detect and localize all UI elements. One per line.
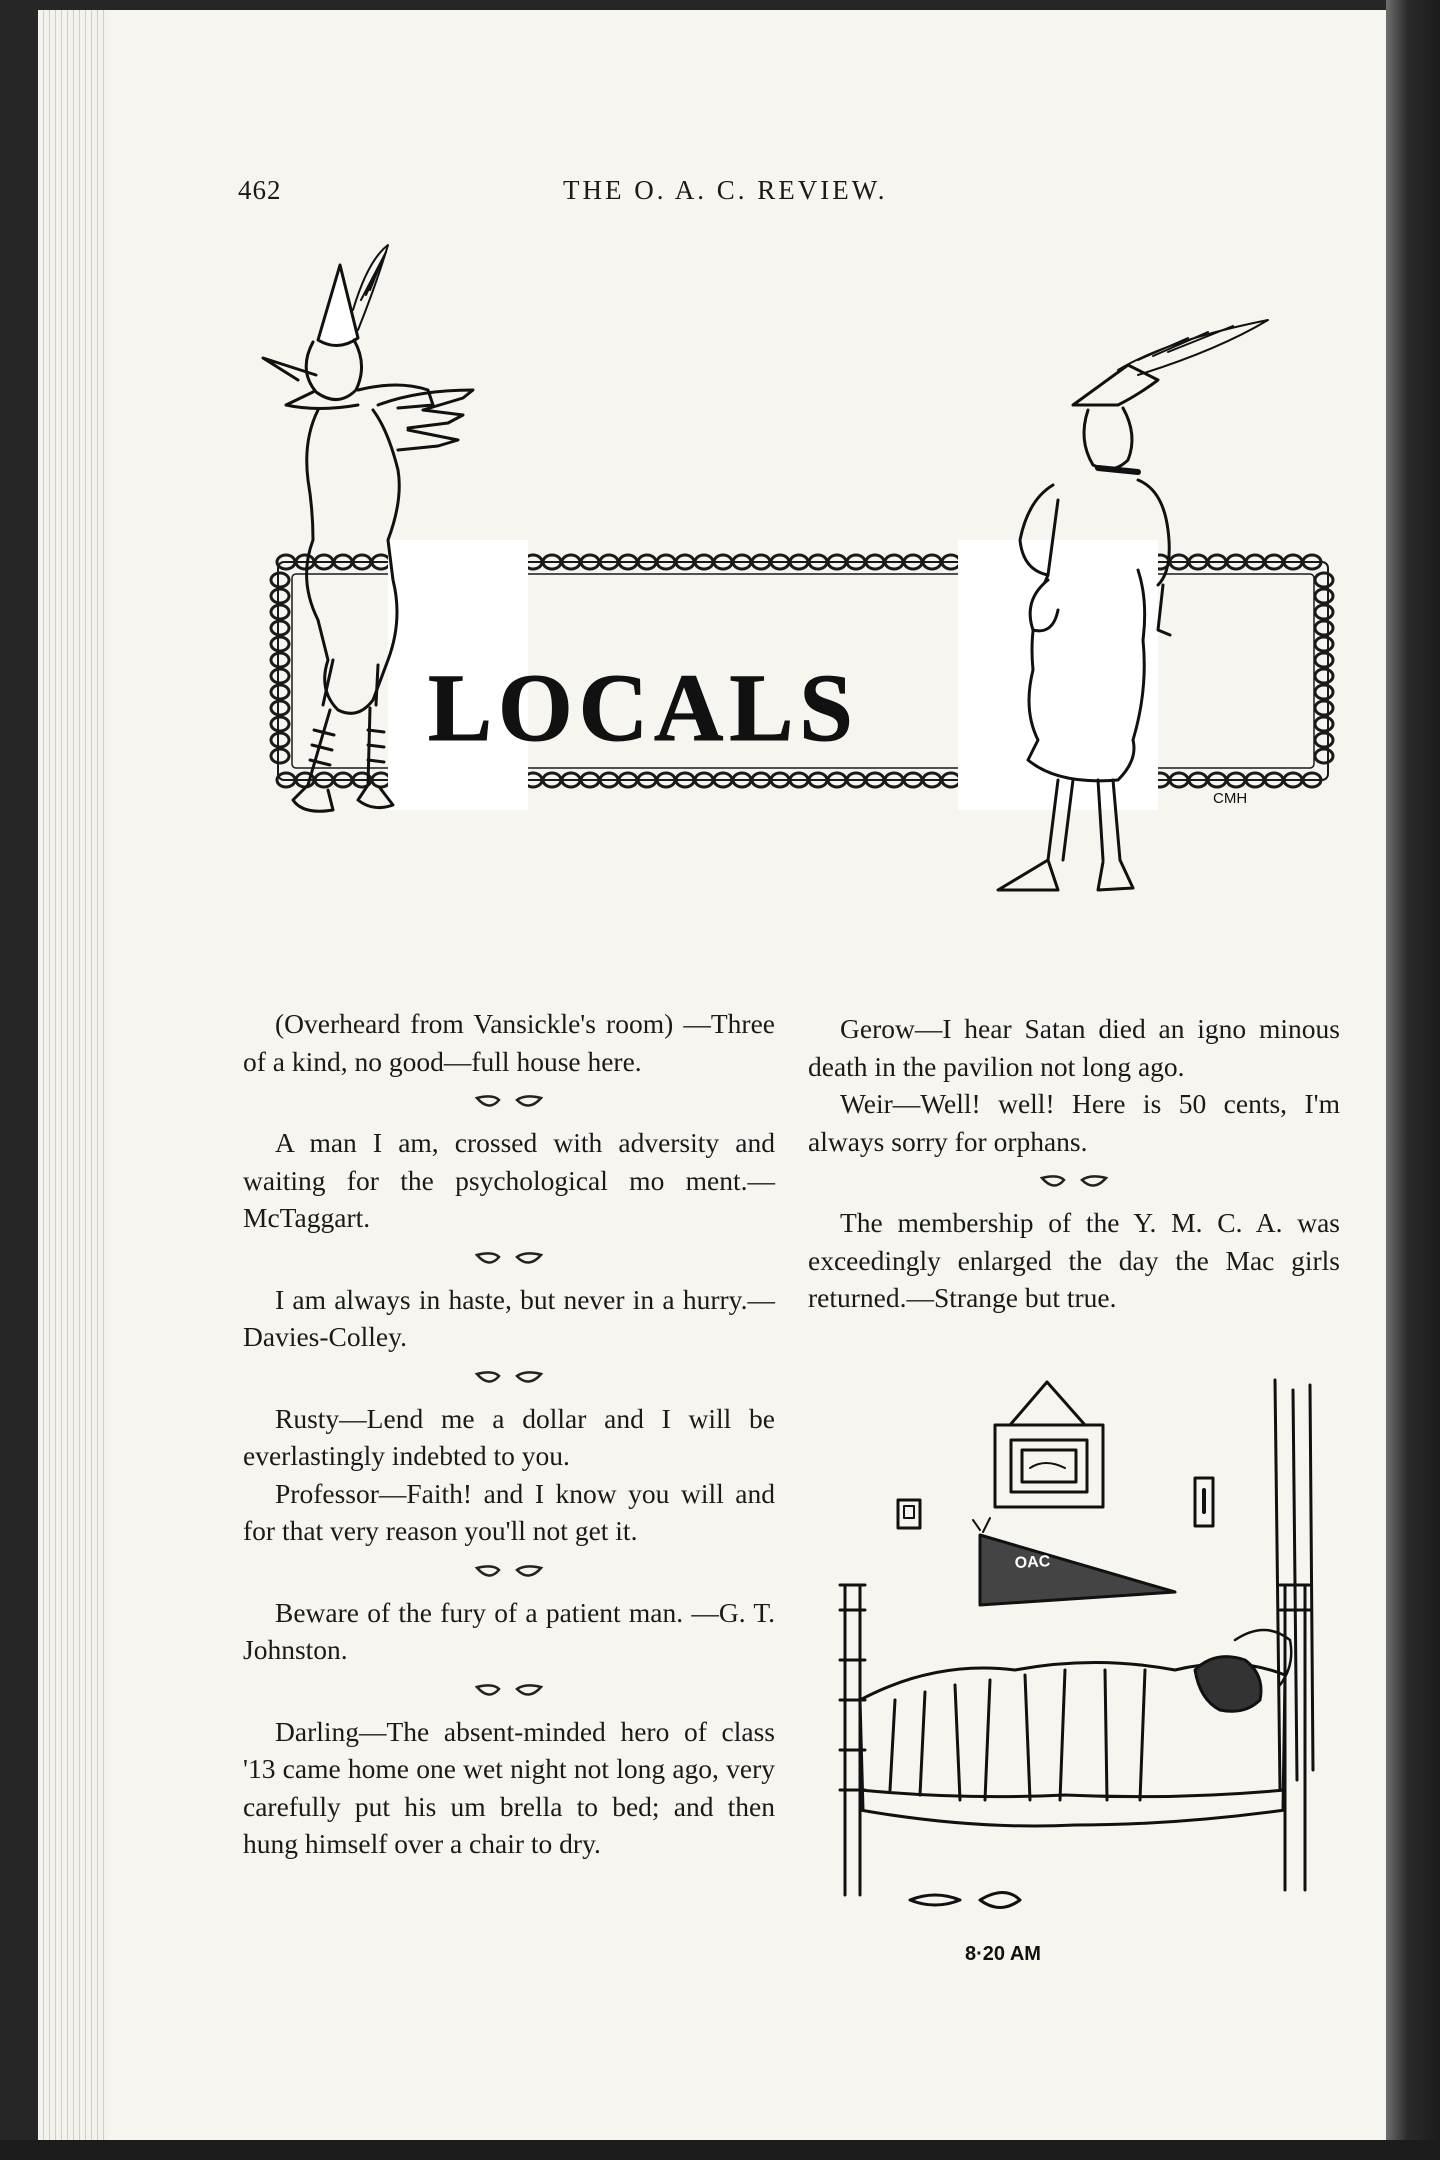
item-davies-colley: I am always in haste, but never in a hurry.—Davies-Colley.	[243, 1283, 775, 1352]
bedroom-illustration	[815, 1370, 1345, 1970]
frame-bead	[271, 749, 289, 763]
running-head: THE O. A. C. REVIEW.	[563, 175, 888, 205]
frame-bead	[271, 685, 289, 699]
frame-bead	[1315, 733, 1333, 747]
frame-bead	[1315, 573, 1333, 587]
ornament-divider	[243, 1558, 775, 1588]
frame-bead	[1315, 749, 1333, 763]
item-ymca: The membership of the Y. M. C. A. was exceedingly enlarged the day the Mac girls returned.—Strange but true.	[808, 1207, 1340, 1313]
item-rusty: Rusty—Lend me a dollar and I will be everlastingly indebted to you.	[243, 1402, 775, 1471]
frame-bead	[271, 589, 289, 603]
page-edges	[38, 10, 108, 2140]
banner-title: LOCALS	[428, 654, 859, 761]
frame-bead	[1315, 605, 1333, 619]
item-weir: Weir—Well! well! Here is 50 cents, I'm always sorry for orphans.	[808, 1088, 1340, 1157]
frame-bead	[271, 573, 289, 587]
page-number: 462	[238, 175, 282, 205]
frame-bead	[271, 701, 289, 715]
frame-bead	[1315, 653, 1333, 667]
ornament-divider	[243, 1088, 775, 1118]
frame-bead	[1315, 685, 1333, 699]
item-vansickle: (Overheard from Vansickle's room) —Three of a kind, no good—full house here.	[243, 1008, 775, 1077]
frame-bead	[1315, 637, 1333, 651]
ornament-divider	[243, 1677, 775, 1707]
frame-bead	[1315, 701, 1333, 715]
locals-banner-illustration	[258, 240, 1348, 1000]
frame-bead	[1315, 669, 1333, 683]
page-header	[238, 175, 1343, 215]
item-mctaggart: A man I am, crossed with adversity and waiting for the psychological mo ment.—McTaggart.	[243, 1127, 775, 1233]
left-column	[243, 1005, 775, 1863]
ornament-divider	[243, 1364, 775, 1394]
frame-bead	[271, 717, 289, 731]
frame-bead	[271, 733, 289, 747]
frame-bead	[1315, 621, 1333, 635]
frame-bead	[1315, 717, 1333, 731]
item-gerow: Gerow—I hear Satan died an igno minous death in the pavilion not long ago.	[808, 1013, 1340, 1082]
ornament-divider	[808, 1168, 1340, 1198]
frame-bead	[271, 605, 289, 619]
pennant-text: OAC	[1014, 1553, 1051, 1572]
item-johnston: Beware of the fury of a patient man. —G. T. Johnston.	[243, 1596, 775, 1665]
artist-signature: CMH	[1213, 790, 1248, 807]
scan-bottom-edge	[0, 2140, 1440, 2160]
frame-bead	[271, 653, 289, 667]
time-caption: 8·20 AM	[965, 1943, 1041, 1965]
item-darling: Darling—The absent-minded hero of class '13 came home one wet night not long ago, very carefully put his um brella to bed; and then hung himself over a chair to dry.	[243, 1715, 775, 1859]
frame-bead	[271, 621, 289, 635]
frame-bead	[271, 669, 289, 683]
right-column	[808, 1010, 1340, 1317]
frame-bead	[271, 637, 289, 651]
binding-shadow	[1386, 0, 1440, 2160]
item-professor: Professor—Faith! and I know you will and for that very reason you'll not get it.	[243, 1477, 775, 1546]
ornament-divider	[243, 1245, 775, 1275]
frame-bead	[1315, 589, 1333, 603]
